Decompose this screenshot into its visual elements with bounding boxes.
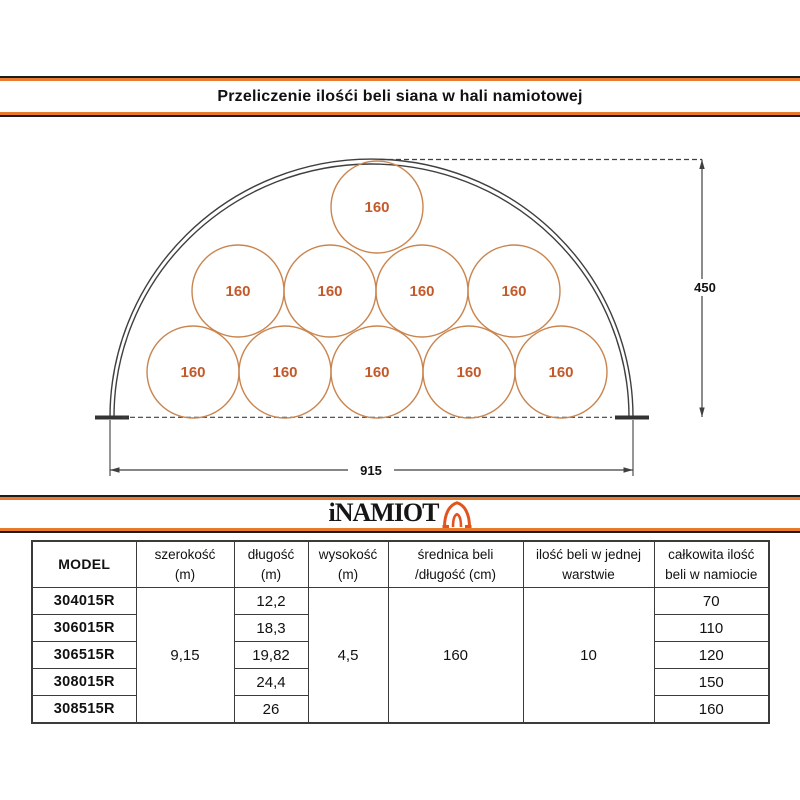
hay-bale-label: 160	[364, 199, 390, 216]
ilosc-warstwa-merged-cell: 10	[523, 588, 654, 724]
dlugosc-cell: 24,4	[234, 669, 308, 696]
title-bar	[0, 76, 800, 117]
header-line: średnica beli	[417, 546, 494, 562]
header-line: ilość beli w jednej	[535, 546, 642, 562]
calkowita-cell: 110	[654, 615, 769, 642]
calkowita-cell: 150	[654, 669, 769, 696]
header-line: (m)	[174, 566, 196, 582]
col-header-srednica	[388, 541, 523, 588]
header-line: /długość (cm)	[414, 566, 497, 582]
hay-bale-label: 160	[409, 283, 435, 300]
header-line: warstwie	[562, 566, 615, 582]
header-line: długość	[247, 546, 295, 562]
calkowita-cell: 70	[654, 588, 769, 615]
col-header-wysokosc	[308, 541, 388, 588]
height-dimension-line	[687, 160, 723, 418]
dlugosc-cell: 19,82	[234, 642, 308, 669]
hay-bale-label: 160	[317, 283, 343, 300]
model-cell: 308015R	[32, 669, 136, 696]
header-line: beli w namiocie	[665, 566, 758, 582]
hay-bale-label: 160	[548, 364, 574, 381]
dlugosc-cell: 26	[234, 696, 308, 724]
col-header-ilosc-warstwa	[523, 541, 654, 588]
hay-bale-label: 160	[456, 364, 482, 381]
dlugosc-cell: 18,3	[234, 615, 308, 642]
model-cell: 304015R	[32, 588, 136, 615]
srednica-merged-cell: 160	[388, 588, 523, 724]
dlugosc-cell: 12,2	[234, 588, 308, 615]
height-dimension-label: 450	[694, 280, 716, 295]
hay-bale-label: 160	[180, 364, 206, 381]
wysokosc-merged-cell: 4,5	[308, 588, 388, 724]
tent-house-icon	[442, 500, 472, 528]
hay-bale-label: 160	[272, 364, 298, 381]
col-header-calkowita	[654, 541, 769, 588]
hay-bale-labels	[180, 199, 573, 381]
spec-table	[31, 540, 770, 724]
logo	[329, 500, 472, 528]
header-line: (m)	[337, 566, 359, 582]
header-line: wysokość	[318, 546, 378, 562]
width-dimension-label: 915	[360, 463, 382, 478]
model-cell: 306015R	[32, 615, 136, 642]
header-line: całkowita ilość	[668, 546, 755, 562]
header-line: szerokość	[154, 546, 216, 562]
col-header-szerokosc	[136, 541, 234, 588]
page-title: Przeliczenie ilośći beli siana w hali namiotowej	[217, 87, 583, 105]
hay-bale-label: 160	[364, 364, 390, 381]
header-line: (m)	[260, 566, 282, 582]
col-header-model: MODEL	[32, 541, 136, 588]
table-header-row	[32, 541, 769, 588]
model-cell: 306515R	[32, 642, 136, 669]
title-bar-inner	[0, 78, 800, 115]
logo-bar	[0, 495, 800, 533]
szerokosc-merged-cell: 9,15	[136, 588, 234, 724]
hay-bale-label: 160	[501, 283, 527, 300]
bale-diagram	[0, 140, 800, 490]
model-cell: 308515R	[32, 696, 136, 724]
calkowita-cell: 160	[654, 696, 769, 724]
table-row	[32, 588, 769, 615]
logo-text: iNAMIOT	[328, 498, 439, 527]
calkowita-cell: 120	[654, 642, 769, 669]
width-dimension-line	[110, 420, 633, 478]
hay-bale-label: 160	[225, 283, 251, 300]
logo-bar-inner	[0, 497, 800, 531]
col-header-dlugosc	[234, 541, 308, 588]
